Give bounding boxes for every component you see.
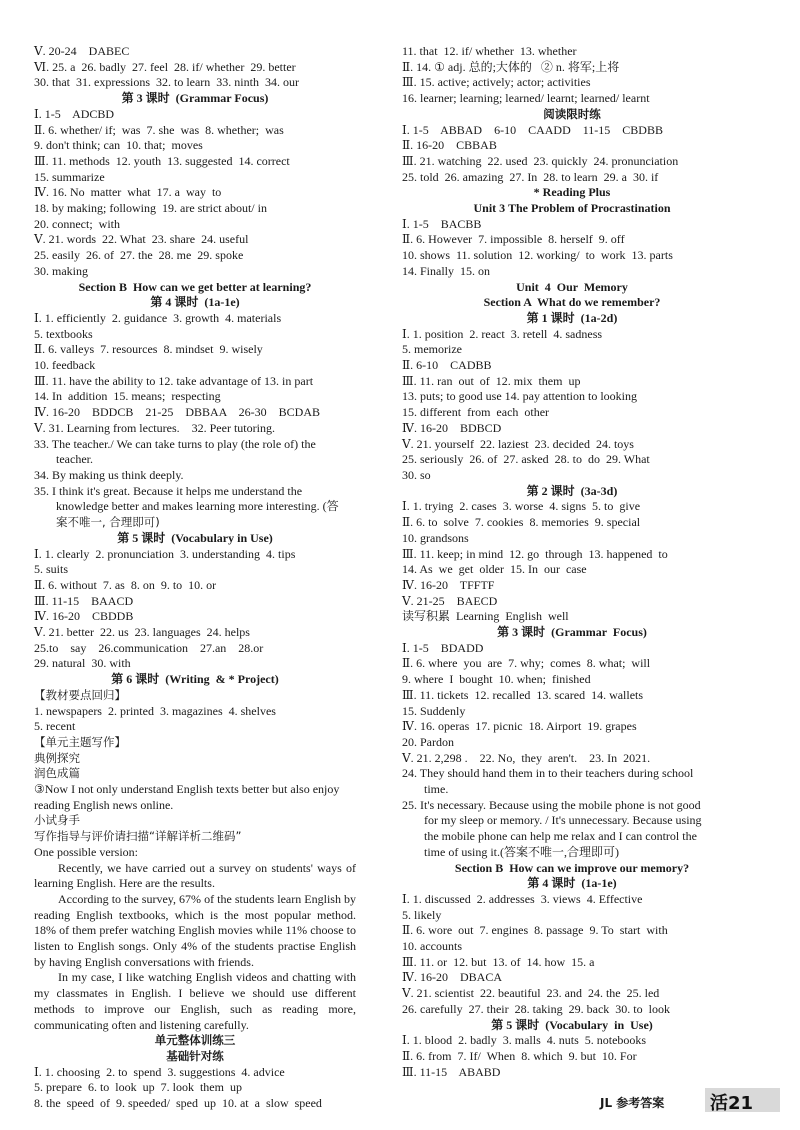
answer-line: Section A What do we remember? [483, 295, 661, 310]
answer-line: 5. memorize [402, 342, 462, 357]
answer-line: 1. newspapers 2. printed 3. magazines 4. shelves [34, 703, 276, 718]
answer-line: Ⅴ. 21. scientist 22. beautiful 23. and 24. the 25. led [402, 986, 660, 1001]
answer-line: 25. easily 26. of 27. the 28. me 29. spoke [34, 248, 244, 263]
answer-line: Ⅲ. 11. ran out of 12. mix them up [402, 373, 581, 388]
answer-line: Ⅳ. 16-20 CBDDB [34, 609, 134, 624]
answer-line: Ⅰ. 1-5 BDADD [402, 640, 484, 655]
answer-line: 润色成篇 [34, 766, 80, 781]
answer-line: 5. likely [402, 907, 442, 922]
answer-line: Ⅱ. 6. to solve 7. cookies 8. memories 9. special [402, 515, 641, 530]
right-column [402, 44, 742, 1080]
answer-line: Ⅱ. 6. whether/ if; was 7. she was 8. whether; was [34, 122, 284, 137]
answer-line: 26. carefully 27. their 28. taking 29. back 30. to look [402, 1001, 670, 1016]
answer-line: 25.to say 26.communication 27.an 28.or [34, 640, 264, 655]
answer-line: Ⅳ. 16. No matter what 17. a way to [34, 185, 222, 200]
answer-line: Ⅴ. 21. yourself 22. laziest 23. decided 24. toys [402, 436, 634, 451]
answer-line: Ⅵ. 25. a 26. badly 27. feel 28. if/ whether 29. better [34, 59, 296, 74]
answer-line: Ⅲ. 11. methods 12. youth 13. suggested 14. correct [34, 153, 290, 168]
left-column [34, 44, 359, 1112]
answer-line: 典例探究 [34, 750, 80, 765]
answer-line: Section B How can we get better at learning? [78, 279, 312, 294]
answer-line: Ⅴ. 21. 2,298 . 22. No, they aren't. 23. In 2021. [402, 750, 651, 765]
answer-line: 第 3 课时 (Grammar Focus) [121, 91, 269, 106]
answer-line: Ⅲ. 11-15 BAACD [34, 593, 134, 608]
answer-line: 小试身手 [34, 813, 80, 828]
answer-line: Ⅲ. 11-15 ABABD [402, 1064, 501, 1079]
answer-line: 30. making [34, 263, 88, 278]
answer-line: Ⅲ. 11. keep; in mind 12. go through 13. happened to [402, 546, 668, 561]
answer-line: Ⅲ. 11. have the ability to 12. take advantage of 13. in part [34, 373, 314, 388]
answer-line: 第 1 课时 (1a-2d) [526, 310, 618, 325]
answer-line: 25. seriously 26. of 27. asked 28. to do 29. What [402, 452, 650, 467]
answer-line: 基础针对练 [166, 1049, 224, 1063]
answer-line: 24. They should hand them in to their teachers during school [402, 766, 694, 781]
page-number-value: 21 [728, 1093, 754, 1114]
answer-line: Unit 3 The Problem of Procrastination [473, 201, 671, 216]
answer-line: 33. The teacher./ We can take turns to play (the role of) the [34, 436, 316, 451]
answer-line: Ⅲ. 21. watching 22. used 23. quickly 24. pronunciation [402, 153, 679, 168]
answer-line: Recently, we have carried out a survey on students' ways of learning English. Here are the results. [34, 860, 359, 891]
answer-line: Ⅱ. 6. where you are 7. why; comes 8. what; will [402, 656, 651, 671]
answer-line: 读写积累 Learning English well [402, 609, 569, 624]
answer-line: Ⅴ. 20-24 DABEC [34, 44, 130, 58]
answer-line: 35. I think it's great. Because it helps me understand the [34, 483, 303, 498]
answer-line: 第 6 课时 (Writing & * Project) [111, 672, 279, 687]
answer-line: Ⅴ. 21-25 BAECD [402, 593, 498, 608]
answer-line: 20. Pardon [402, 734, 454, 749]
answer-line: Ⅲ. 11. or 12. but 13. of 14. how 15. a [402, 954, 595, 969]
answer-line: According to the survey, 67% of the students learn English by reading English textbooks, which is the most popular method. 18% of them prefer watching English movies while 11% choose to listen to English songs. Only 4% of the students practise English by having English conversations with friends. [34, 891, 359, 969]
answer-line: Ⅲ. 15. active; actively; actor; activities [402, 75, 591, 90]
answer-line: 15. different from each other [402, 405, 550, 420]
answer-line: Ⅳ. 16-20 DBACA [402, 970, 502, 985]
answer-line: Ⅱ. 6. without 7. as 8. on 9. to 10. or [34, 577, 217, 592]
answer-line: 9. don't think; can 10. that; moves [34, 138, 203, 153]
answer-line: Ⅰ. 1. choosing 2. to spend 3. suggestions 4. advice [34, 1064, 285, 1079]
answer-line: time of using it.(答案不唯一,合理即可) [424, 844, 619, 859]
answer-line: Ⅳ. 16-20 TFFTF [402, 577, 495, 592]
answer-line: 30. that 31. expressions 32. to learn 33. ninth 34. our [34, 75, 299, 90]
answer-line: 第 5 课时 (Vocabulary in Use) [117, 530, 273, 545]
answer-line: 15. summarize [34, 169, 105, 184]
answer-line: knowledge better and makes learning more interesting. (答 [56, 499, 339, 514]
answer-line: 阅读限时练 [543, 106, 601, 121]
answer-line: 16. learner; learning; learned/ learnt; learned/ learnt [402, 91, 650, 106]
answer-line: Ⅰ. 1. clearly 2. pronunciation 3. understanding 4. tips [34, 546, 296, 561]
answer-line: Ⅳ. 16. operas 17. picnic 18. Airport 19. grapes [402, 719, 637, 734]
answer-line: 第 5 课时 (Vocabulary in Use) [491, 1017, 653, 1032]
footer-tag: JL 参考答案 [600, 1096, 665, 1110]
answer-line: Ⅳ. 16-20 BDDCB 21-25 DBBAA 26-30 BCDAB [34, 405, 321, 420]
answer-line: Ⅱ. 6. from 7. If/ When 8. which 9. but 10. For [402, 1049, 637, 1063]
answer-line: Ⅱ. 16-20 CBBAB [402, 138, 497, 153]
answer-line: 14. As we get older 15. In our case [402, 562, 587, 577]
answer-line: Ⅰ. 1. position 2. react 3. retell 4. sadness [402, 326, 603, 341]
answer-line: 11. that 12. if/ whether 13. whether [402, 44, 577, 58]
answer-line: 5. recent [34, 719, 76, 734]
answer-line: 25. told 26. amazing 27. In 28. to learn 29. a 30. if [402, 169, 659, 184]
answer-line: 第 2 课时 (3a-3d) [526, 483, 618, 498]
answer-line: Unit 4 Our Memory [516, 279, 628, 294]
answer-line: 10. shows 11. solution 12. working/ to work 13. parts [402, 248, 673, 263]
answer-line: In my case, I like watching English videos and chatting with my classmates in English. I believe we should use different methods to improve our English, such as reading more, communicating often and listening carefully. [34, 970, 359, 1032]
answer-line: 案不唯一, 合理即可) [56, 515, 160, 530]
answer-line: 5. textbooks [34, 326, 93, 341]
answer-line: 单元整体训练三 [154, 1033, 236, 1048]
answer-line: 9. where I bought 10. when; finished [402, 672, 591, 687]
answer-line: Ⅱ. 6. However 7. impossible 8. herself 9. off [402, 232, 625, 247]
answer-line: 14. Finally 15. on [402, 263, 491, 278]
answer-line: 10. feedback [34, 358, 96, 373]
answer-line: reading English news online. [34, 797, 174, 812]
answer-line: Ⅴ. 21. better 22. us 23. languages 24. helps [34, 625, 250, 640]
answer-line: Ⅱ. 14. ① adj. 总的;大体的 ② n. 将军;上将 [402, 59, 620, 74]
answer-line: Ⅱ. 6. valleys 7. resources 8. mindset 9. wisely [34, 342, 263, 357]
answer-line: 第 3 课时 (Grammar Focus) [497, 625, 647, 640]
answer-line: 13. puts; to good use 14. pay attention to looking [402, 389, 637, 404]
page-prefix: 活 [710, 1093, 728, 1114]
answer-line: 34. By making us think deeply. [34, 467, 184, 482]
answer-line: 【单元主题写作】 [34, 734, 126, 749]
answer-line: 8. the speed of 9. speeded/ sped up 10. at a slow speed [34, 1096, 322, 1111]
answer-line: Ⅳ. 16-20 BDBCD [402, 420, 502, 435]
answer-line: 5. prepare 6. to look up 7. look them up [34, 1080, 242, 1095]
answer-line: Ⅴ. 31. Learning from lectures. 32. Peer tutoring. [34, 420, 275, 435]
answer-line: Ⅲ. 11. tickets 12. recalled 13. scared 14. wallets [402, 687, 644, 702]
answer-line: 18. by making; following 19. are strict about/ in [34, 201, 267, 216]
answer-line: 15. Suddenly [402, 703, 466, 718]
answer-line: 10. grandsons [402, 530, 469, 545]
answer-line: Section B How can we improve our memory? [454, 860, 690, 875]
answer-line: 第 4 课时 (1a-1e) [150, 295, 240, 310]
page-footer [0, 1088, 800, 1114]
answer-line: Ⅰ. 1-5 BACBB [402, 216, 482, 231]
answer-line: teacher. [56, 452, 93, 467]
answer-line: 10. accounts [402, 939, 462, 954]
answer-line: One possible version: [34, 844, 138, 859]
answer-line: 14. In addition 15. means; respecting [34, 389, 221, 404]
answer-line: 【教材要点回归】 [34, 687, 126, 702]
answer-line: Ⅱ. 6. wore out 7. engines 8. passage 9. To start with [402, 923, 668, 938]
answer-line: 5. suits [34, 562, 69, 577]
answer-line: Ⅰ. 1. blood 2. badly 3. malls 4. nuts 5. notebooks [402, 1033, 647, 1048]
answer-line: time. [424, 782, 449, 797]
answer-line: Ⅰ. 1. trying 2. cases 3. worse 4. signs 5. to give [402, 499, 641, 514]
answer-line: for my sleep or memory. / It's unnecessary. Because using [424, 813, 702, 828]
answer-line: Ⅴ. 21. words 22. What 23. share 24. useful [34, 232, 249, 247]
answer-line: 写作指导与评价请扫描“详解详析二维码” [34, 829, 242, 844]
answer-line: 25. It's necessary. Because using the mobile phone is not good [402, 797, 701, 812]
page-number [710, 1089, 753, 1115]
answer-line: ③Now I not only understand English texts better but also enjoy [34, 782, 340, 797]
answer-line: * Reading Plus [533, 185, 611, 200]
answer-line: 第 4 课时 (1a-1e) [527, 876, 617, 891]
answer-line: Ⅰ. 1-5 ABBAD 6-10 CAADD 11-15 CBDBB [402, 122, 663, 137]
answer-line: Ⅰ. 1. efficiently 2. guidance 3. growth 4. materials [34, 310, 282, 325]
answer-line: the mobile phone can help me relax and I can control the [424, 829, 697, 844]
answer-line: 29. natural 30. with [34, 656, 131, 671]
answer-line: Ⅰ. 1. discussed 2. addresses 3. views 4. Effective [402, 891, 643, 906]
answer-line: 30. so [402, 467, 431, 482]
answer-line: 20. connect; with [34, 216, 120, 231]
answer-line: Ⅱ. 6-10 CADBB [402, 358, 492, 373]
answer-line: Ⅰ. 1-5 ADCBD [34, 106, 115, 121]
